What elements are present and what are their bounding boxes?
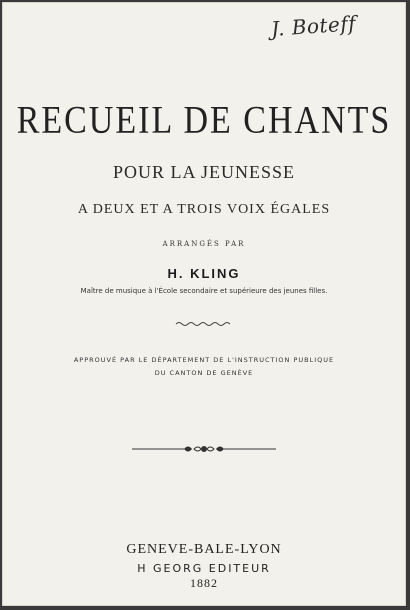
approval-notice <box>2 354 406 380</box>
book-subtitle: POUR LA JEUNESSE <box>112 162 296 182</box>
voices-line: A DEUX ET A TROIS VOIX ÉGALES <box>77 202 331 217</box>
author-name: H. KLING <box>167 266 241 281</box>
author-description: Maître de musique à l'École secondaire et supérieure des jeunes filles. <box>80 287 328 295</box>
ornament-divider <box>130 442 278 456</box>
approval-line-2: DU CANTON DE GENÈVE <box>154 369 254 377</box>
handwritten-signature: J. Boteff <box>270 11 357 41</box>
approval-line-1: APPROUVÉ PAR LE DÉPARTEMENT DE L'INSTRUCTION PUBLIQUE <box>73 356 335 364</box>
publisher-name: H GEORG EDITEUR <box>137 562 271 575</box>
arranged-by-label: ARRANGÉS PAR <box>162 240 246 248</box>
squiggle-divider <box>174 320 234 328</box>
book-title: RECUEIL DE CHANTS <box>16 99 392 142</box>
publication-year: 1882 <box>190 576 218 590</box>
publication-cities: GENEVE-BALE-LYON <box>126 542 282 557</box>
title-page <box>2 2 406 606</box>
